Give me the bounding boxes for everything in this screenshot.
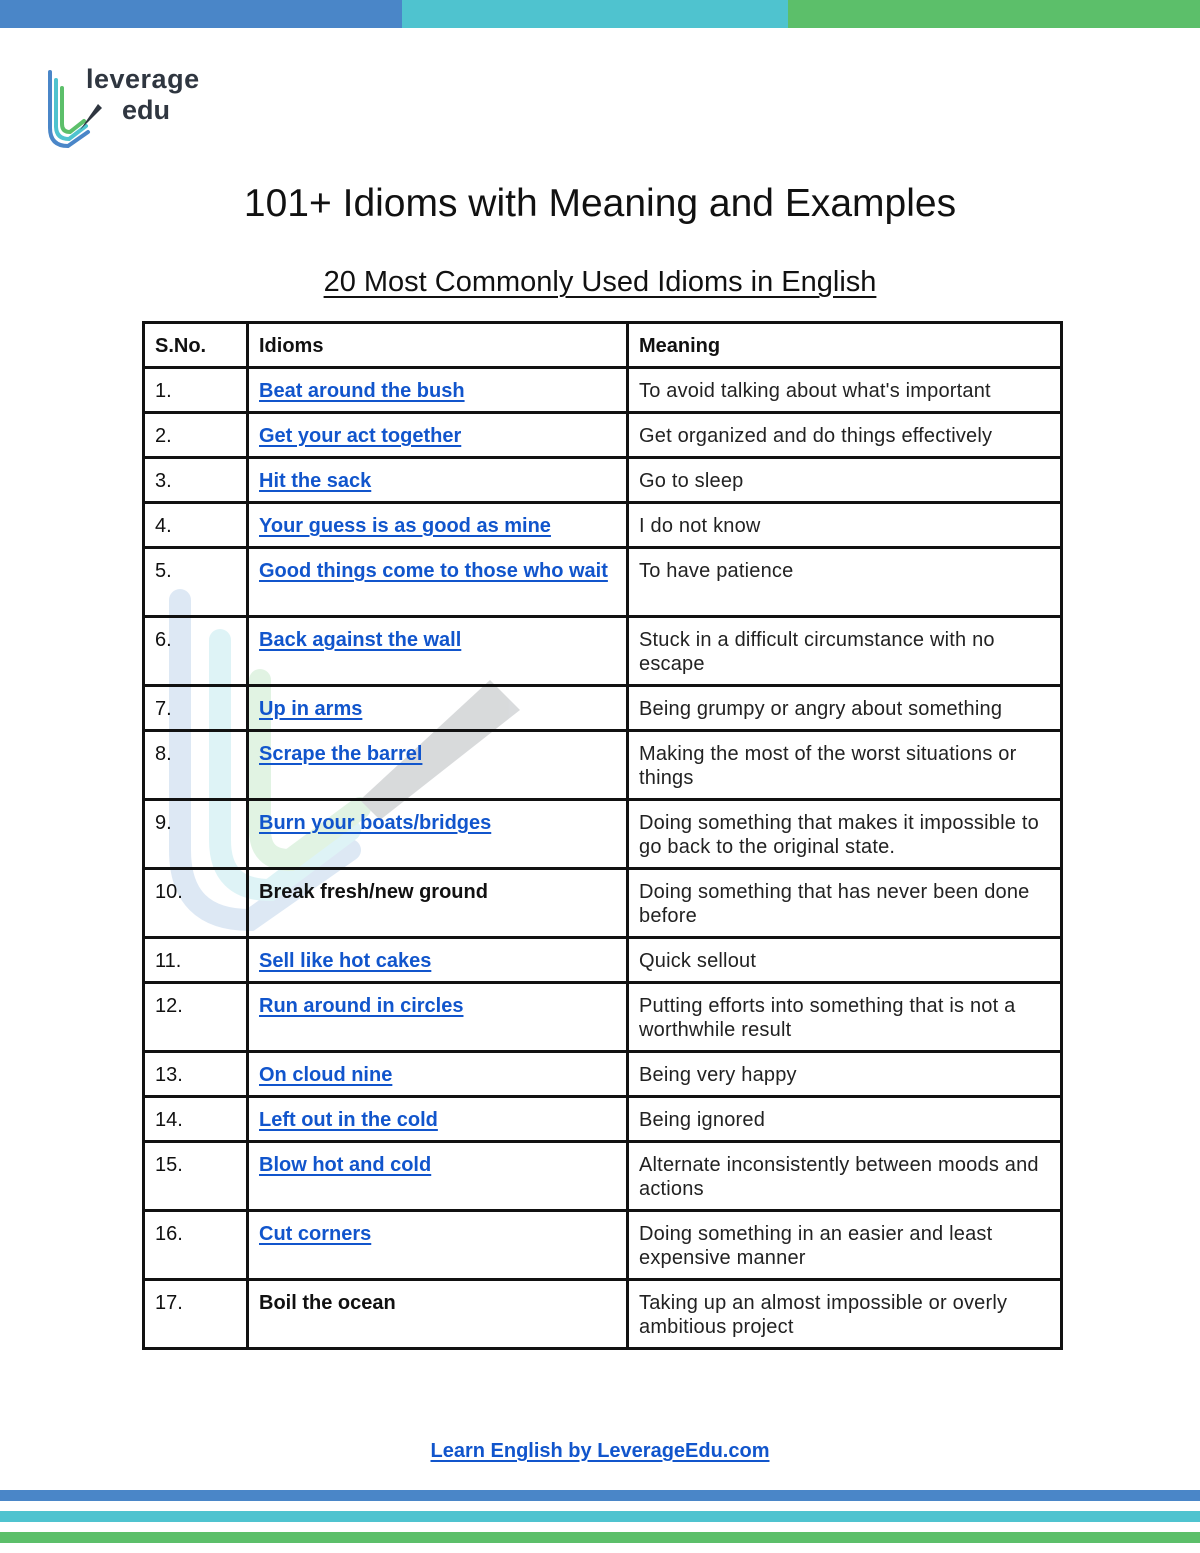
meaning-cell: I do not know	[628, 503, 1062, 548]
bottom-bar-blue	[0, 1490, 1200, 1501]
idiom-cell	[248, 548, 628, 617]
idiom-link[interactable]: Your guess is as good as mine	[259, 515, 551, 537]
row-number: 17.	[144, 1280, 248, 1349]
footer	[0, 1440, 1200, 1463]
idiom-link[interactable]: Cut corners	[259, 1223, 372, 1245]
idiom-link[interactable]: Beat around the bush	[259, 380, 465, 402]
meaning-cell: Taking up an almost impossible or overly ambitious project	[628, 1280, 1062, 1349]
table-row	[144, 458, 1062, 503]
meaning-cell: Making the most of the worst situations or things	[628, 731, 1062, 800]
row-number: 1.	[144, 368, 248, 413]
idiom-link[interactable]: On cloud nine	[259, 1064, 393, 1086]
table-row	[144, 548, 1062, 617]
row-number: 15.	[144, 1142, 248, 1211]
table-row	[144, 800, 1062, 869]
table-row	[144, 869, 1062, 938]
header-idioms: Idioms	[248, 323, 628, 368]
logo	[46, 66, 246, 156]
idiom-cell	[248, 869, 628, 938]
meaning-cell: Get organized and do things effectively	[628, 413, 1062, 458]
bottom-bar-teal	[0, 1511, 1200, 1522]
row-number: 16.	[144, 1211, 248, 1280]
idiom-link[interactable]: Sell like hot cakes	[259, 950, 432, 972]
table-row	[144, 368, 1062, 413]
bottom-color-bars	[0, 1490, 1200, 1553]
logo-line1: leverage	[86, 64, 200, 94]
table-header-row	[144, 323, 1062, 368]
idiom-cell	[248, 731, 628, 800]
row-number: 6.	[144, 617, 248, 686]
idiom-cell	[248, 458, 628, 503]
meaning-cell: Being grumpy or angry about something	[628, 686, 1062, 731]
table-row	[144, 1097, 1062, 1142]
table-row	[144, 1280, 1062, 1349]
idiom-link[interactable]: Scrape the barrel	[259, 743, 423, 765]
idiom-cell	[248, 1097, 628, 1142]
idiom-cell	[248, 368, 628, 413]
meaning-cell: Being ignored	[628, 1097, 1062, 1142]
row-number: 4.	[144, 503, 248, 548]
section-subtitle	[0, 266, 1200, 299]
idiom-cell	[248, 503, 628, 548]
top-bar-blue	[0, 0, 402, 28]
idiom-link[interactable]: Up in arms	[259, 698, 363, 720]
footer-link[interactable]: Learn English by LeverageEdu.com	[430, 1440, 770, 1462]
table-row	[144, 503, 1062, 548]
idioms-table	[142, 321, 1063, 1350]
idiom-link[interactable]: Get your act together	[259, 425, 462, 447]
top-bar-green	[788, 0, 1200, 28]
table-row	[144, 938, 1062, 983]
idiom-cell	[248, 1052, 628, 1097]
logo-wordmark	[86, 66, 200, 123]
header-sno: S.No.	[144, 323, 248, 368]
idiom-cell	[248, 1211, 628, 1280]
idiom-cell	[248, 617, 628, 686]
row-number: 13.	[144, 1052, 248, 1097]
meaning-cell: Being very happy	[628, 1052, 1062, 1097]
meaning-cell: Quick sellout	[628, 938, 1062, 983]
idiom-link[interactable]: Run around in circles	[259, 995, 464, 1017]
row-number: 2.	[144, 413, 248, 458]
row-number: 3.	[144, 458, 248, 503]
idiom-cell	[248, 413, 628, 458]
meaning-cell: Stuck in a difficult circumstance with no escape	[628, 617, 1062, 686]
idiom-link[interactable]: Burn your boats/bridges	[259, 812, 492, 834]
meaning-cell: Doing something that makes it impossible to go back to the original state.	[628, 800, 1062, 869]
idiom-cell	[248, 983, 628, 1052]
table-row	[144, 686, 1062, 731]
meaning-cell: Alternate inconsistently between moods and actions	[628, 1142, 1062, 1211]
idiom-link[interactable]: Blow hot and cold	[259, 1154, 432, 1176]
idiom-cell	[248, 938, 628, 983]
row-number: 9.	[144, 800, 248, 869]
bottom-bar-green	[0, 1532, 1200, 1543]
idiom-link[interactable]: Hit the sack	[259, 470, 372, 492]
table-row	[144, 413, 1062, 458]
row-number: 7.	[144, 686, 248, 731]
row-number: 5.	[144, 548, 248, 617]
row-number: 8.	[144, 731, 248, 800]
meaning-cell: Go to sleep	[628, 458, 1062, 503]
idiom-cell	[248, 686, 628, 731]
table-row	[144, 1211, 1062, 1280]
logo-line2: edu	[122, 95, 171, 125]
top-bar-teal	[402, 0, 788, 28]
meaning-cell: Putting efforts into something that is not a worthwhile result	[628, 983, 1062, 1052]
meaning-cell: Doing something that has never been done before	[628, 869, 1062, 938]
subtitle-text: 20 Most Commonly Used Idioms in English	[323, 266, 877, 298]
row-number: 10.	[144, 869, 248, 938]
meaning-cell: To avoid talking about what's important	[628, 368, 1062, 413]
table-row	[144, 983, 1062, 1052]
table-body	[144, 368, 1062, 1349]
row-number: 12.	[144, 983, 248, 1052]
idiom-cell	[248, 1280, 628, 1349]
idiom-link[interactable]: Back against the wall	[259, 629, 462, 651]
idiom-text: Break fresh/new ground	[259, 881, 488, 903]
meaning-cell: Doing something in an easier and least expensive manner	[628, 1211, 1062, 1280]
row-number: 14.	[144, 1097, 248, 1142]
table-row	[144, 731, 1062, 800]
meaning-cell: To have patience	[628, 548, 1062, 617]
idiom-cell	[248, 1142, 628, 1211]
idiom-link[interactable]: Left out in the cold	[259, 1109, 438, 1131]
table-row	[144, 1142, 1062, 1211]
table-row	[144, 617, 1062, 686]
idiom-link[interactable]: Good things come to those who wait	[259, 560, 608, 582]
page-title: 101+ Idioms with Meaning and Examples	[243, 182, 957, 225]
idiom-cell	[248, 800, 628, 869]
top-color-bar	[0, 0, 1200, 28]
row-number: 11.	[144, 938, 248, 983]
table-row	[144, 1052, 1062, 1097]
idiom-text: Boil the ocean	[259, 1292, 396, 1314]
header-meaning: Meaning	[628, 323, 1062, 368]
